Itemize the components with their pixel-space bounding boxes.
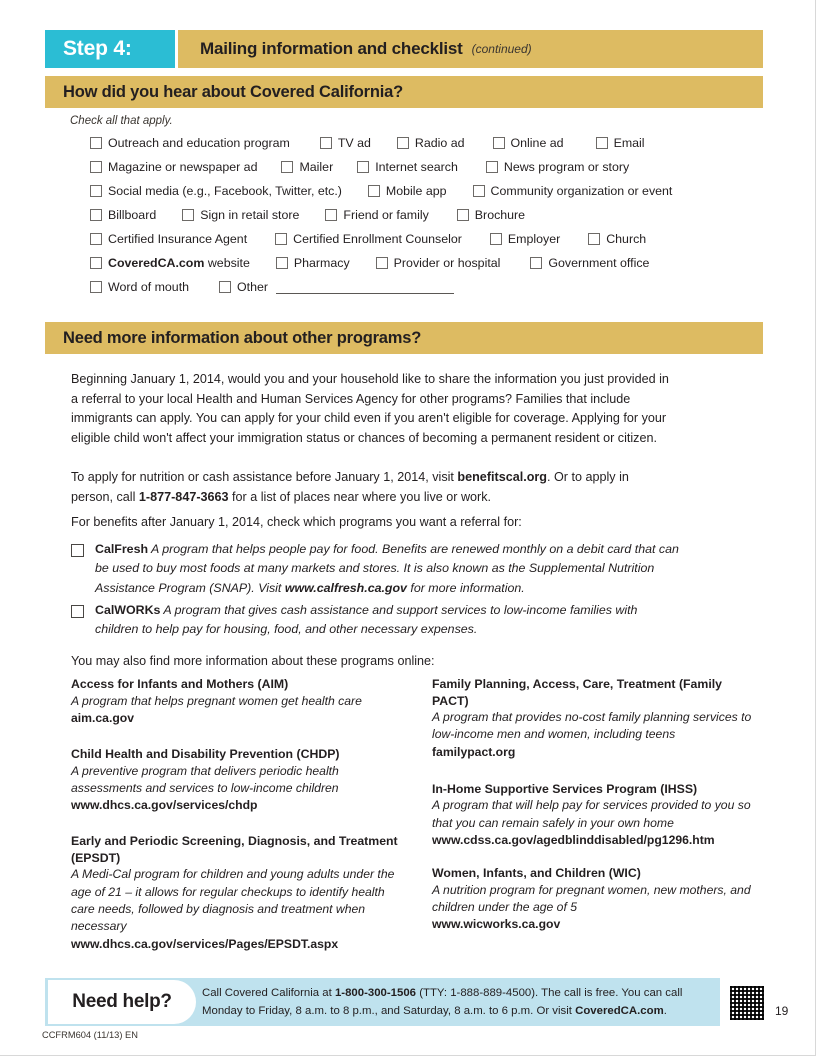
checkbox-label: Online ad [510,136,564,150]
program-url[interactable]: aim.ca.gov [71,710,134,725]
checkbox-input[interactable] [90,185,102,197]
checkbox-input[interactable] [596,137,608,149]
program-url[interactable]: www.wicworks.ca.gov [432,917,561,932]
section-heading-text: Need more information about other programs? [63,328,422,347]
program-entry [71,746,411,814]
program-url[interactable]: www.dhcs.ca.gov/services/Pages/EPSDT.aspx [71,936,339,951]
calfresh-desc-post: for more information. [406,580,525,595]
checkbox-input[interactable] [530,257,542,269]
other-write-in-field[interactable] [276,281,454,294]
calfresh-desc-pre: A program that helps people pay for food. Benefits are renewed monthly on a debit card that can be used to buy most foods at many markets and stores. It is also known as the Supplemental Nutrition Assistance Program (SNAP). Visit [95,542,679,595]
checkbox-label: News program or story [503,160,630,174]
checkbox-input[interactable] [368,185,380,197]
program-description: A nutrition program for pregnant women, new mothers, and children under the age of 5 [432,882,751,915]
program-description: A preventive program that delivers periodic health assessments and services to low-income children [71,763,339,795]
program-url[interactable]: www.dhcs.ca.gov/services/chdp [71,798,258,813]
checkbox-label: Certified Enrollment Counselor [293,232,462,246]
need-help-contact-text [202,985,692,1020]
program-description: A program that provides no-cost family planning services to low-income men and women, including teens [432,710,752,742]
calfresh-url-text: www.calfresh.ca.gov [284,580,407,595]
checkbox-label: Magazine or newspaper ad [108,160,258,174]
checkbox-option[interactable] [596,136,645,150]
checkbox-option[interactable] [90,184,342,198]
calworks-label: CalWORKs [95,603,161,617]
checkbox-input[interactable] [281,161,293,173]
qr-code-icon [729,985,765,1021]
checkbox-option[interactable] [493,136,564,150]
checkbox-option[interactable] [588,232,646,246]
program-description: A Medi-Cal program for children and young adults under the age of 21 – it allows for regular checkups to identify health care needs, followed by diagnosis and treatment when necessary [71,867,395,934]
checkbox-label: Internet search [375,160,458,174]
checkbox-option[interactable] [90,232,247,246]
checkbox-input[interactable] [490,233,502,245]
checkbox-input[interactable] [276,257,288,269]
program-name: Child Health and Disability Prevention (CHDP) [71,747,340,762]
checkbox-input[interactable] [376,257,388,269]
calworks-desc-pre: A program that gives cash assistance and support services to low-income families with children to help pay for housing, food, and other necessary expenses. [95,603,638,637]
checkbox-input[interactable] [275,233,287,245]
checkbox-input[interactable] [588,233,600,245]
calworks-description [95,601,681,640]
step-continued-label: (continued) [471,42,532,56]
checkbox-option[interactable] [276,256,350,270]
paragraph-apply-before-2014 [71,468,671,507]
checkbox-input[interactable] [90,137,102,149]
checkbox-input[interactable] [320,137,332,149]
checkbox-label: Government office [548,256,650,270]
page-number: 19 [775,1004,789,1018]
step-title: Mailing information and checklist [200,39,463,58]
checkbox-input[interactable] [90,281,102,293]
checkbox-row [90,208,770,232]
checkbox-input[interactable] [219,281,231,293]
checkbox-input[interactable] [90,257,102,269]
checkbox-label: Word of mouth [108,280,190,294]
checkbox-row [90,184,770,208]
checkbox-option[interactable] [486,160,629,174]
footer-line1-pre: Call Covered California at [202,987,335,999]
checkbox-label: Friend or family [343,208,429,222]
checkbox-option[interactable] [473,184,673,198]
program-entry [432,865,762,933]
program-entry [71,833,411,952]
checkbox-option[interactable] [275,232,462,246]
checkbox-label: Employer [507,232,561,246]
footer-line2-pre: Monday to Friday, 8 a.m. to 8 p.m., and Saturday, 8 a.m. to 6 p.m. Or visit [202,1004,576,1017]
checkbox-row [90,232,770,256]
program-url[interactable]: www.cdss.ca.gov/agedblinddisabled/pg1296.htm [432,832,715,847]
footer-phone: 1-800-300-1506 [334,987,417,999]
checkbox-input[interactable] [357,161,369,173]
checkbox-option[interactable] [182,208,299,222]
need-help-pill [48,980,196,1024]
step-badge: Step 4: [45,30,175,68]
document-code: CCFRM604 (11/13) EN [42,1030,138,1040]
checkbox-input[interactable] [486,161,498,173]
checkbox-row [90,136,770,160]
checkbox-row-calworks[interactable] [71,601,681,640]
footer-line1-post: (TTY: 1-888-889-4500). The call is free. You can call [416,987,683,999]
checkbox-option[interactable] [320,136,371,150]
checkbox-label: Provider or hospital [393,256,501,270]
checkbox-calworks[interactable] [71,605,84,618]
para2-pre: To apply for nutrition or cash assistance before January 1, 2014, visit [71,470,458,484]
checkbox-option[interactable] [281,160,333,174]
section-heading-how-did-you-hear [45,76,763,108]
checkbox-label: Sign in retail store [200,208,300,222]
program-name: In-Home Supportive Services Program (IHSS) [432,781,698,796]
checkbox-row [90,160,770,184]
checkbox-option[interactable] [90,208,156,222]
section-heading-need-more-information [45,322,763,354]
program-name: Early and Periodic Screening, Diagnosis, and Treatment (EPSDT) [71,834,398,865]
checkbox-input[interactable] [397,137,409,149]
checkbox-label: TV ad [337,136,371,150]
checkbox-label: Brochure [474,208,526,222]
checkbox-row [90,256,770,280]
checkbox-label: Pharmacy [293,256,350,270]
checkbox-input[interactable] [90,233,102,245]
paragraph-benefits-after-2014: For benefits after January 1, 2014, check which programs you want a referral for: [71,515,522,529]
checkbox-label: Radio ad [414,136,465,150]
checkbox-option[interactable] [90,256,250,270]
step-title-bar [178,30,763,68]
checkbox-option[interactable] [90,280,189,294]
checkbox-input[interactable] [90,209,102,221]
step-header [45,30,763,68]
checkbox-option[interactable] [368,184,447,198]
checkbox-grid [90,136,770,304]
checkbox-label: Other [237,280,269,294]
para2-post: for a list of places near where you live or work. [228,489,492,504]
need-help-label: Need help? [72,991,172,1012]
checkbox-row-calfresh[interactable] [71,540,681,598]
calfresh-description [95,540,681,598]
program-name: Women, Infants, and Children (WIC) [432,866,641,881]
checkbox-option[interactable] [530,256,649,270]
program-column-right [432,676,762,950]
checkbox-label: Billboard [108,208,157,222]
checkbox-option[interactable] [397,136,465,150]
checkbox-label: Outreach and education program [108,136,290,150]
checkbox-label: Church [606,232,647,246]
checkbox-input[interactable] [473,185,485,197]
paragraph-referral-intro: Beginning January 1, 2014, would you and your household like to share the information you just provided in a referral to your local Health and Human Services Agency for other programs? Families that include immigrants can apply. You can apply for your child even if you aren't eligible for coverage. Applying for your eligible child won't affect your immigration status or chances of becoming a permanent resident or citizen. [71,372,669,445]
checkbox-row [90,280,770,304]
checkbox-option[interactable] [90,160,257,174]
program-name: Access for Infants and Mothers (AIM) [71,677,289,691]
checkbox-input[interactable] [182,209,194,221]
checkbox-label: Mobile app [385,184,447,198]
checkbox-label: Social media (e.g., Facebook, Twitter, etc.) [108,184,342,198]
program-entry [432,781,762,849]
footer-website: CoveredCA.com [575,1004,664,1017]
checkbox-label: Community organization or event [490,184,673,198]
checkbox-option[interactable] [357,160,458,174]
checkbox-calfresh[interactable] [71,544,84,557]
para2-mid: . Or to apply in person, call [71,470,629,504]
program-name: Family Planning, Access, Care, Treatment (Family PACT) [432,677,722,708]
program-description: A program that helps pregnant women get health care [71,693,362,708]
check-all-that-apply-note: Check all that apply. [70,115,173,127]
checkbox-option[interactable] [90,136,290,150]
program-entry [71,676,411,727]
benefitscal-link-text: benefitscal.org [457,470,547,484]
program-column-left [71,676,411,969]
program-entry [432,676,762,761]
calfresh-label: CalFresh [95,542,149,556]
checkbox-option[interactable] [219,280,454,294]
phone-number-text: 1-877-847-3663 [138,489,229,504]
program-url[interactable]: familypact.org [432,744,516,759]
footer-line2-post: . [663,1004,667,1017]
checkbox-input[interactable] [90,161,102,173]
section-heading-text: How did you hear about Covered California? [63,82,403,101]
checkbox-label: CoveredCA.com website [108,256,250,270]
checkbox-option[interactable] [457,208,525,222]
checkbox-input[interactable] [457,209,469,221]
checkbox-label: Mailer [299,160,334,174]
checkbox-input[interactable] [325,209,337,221]
checkbox-label: Email [613,136,645,150]
checkbox-option[interactable] [325,208,428,222]
paragraph-online-intro: You may also find more information about these programs online: [71,654,435,668]
checkbox-option[interactable] [376,256,501,270]
checkbox-option[interactable] [490,232,560,246]
checkbox-input[interactable] [493,137,505,149]
checkbox-label: Certified Insurance Agent [108,232,248,246]
program-description: A program that will help pay for services provided to you so that you can remain safely in your own home [432,798,751,830]
